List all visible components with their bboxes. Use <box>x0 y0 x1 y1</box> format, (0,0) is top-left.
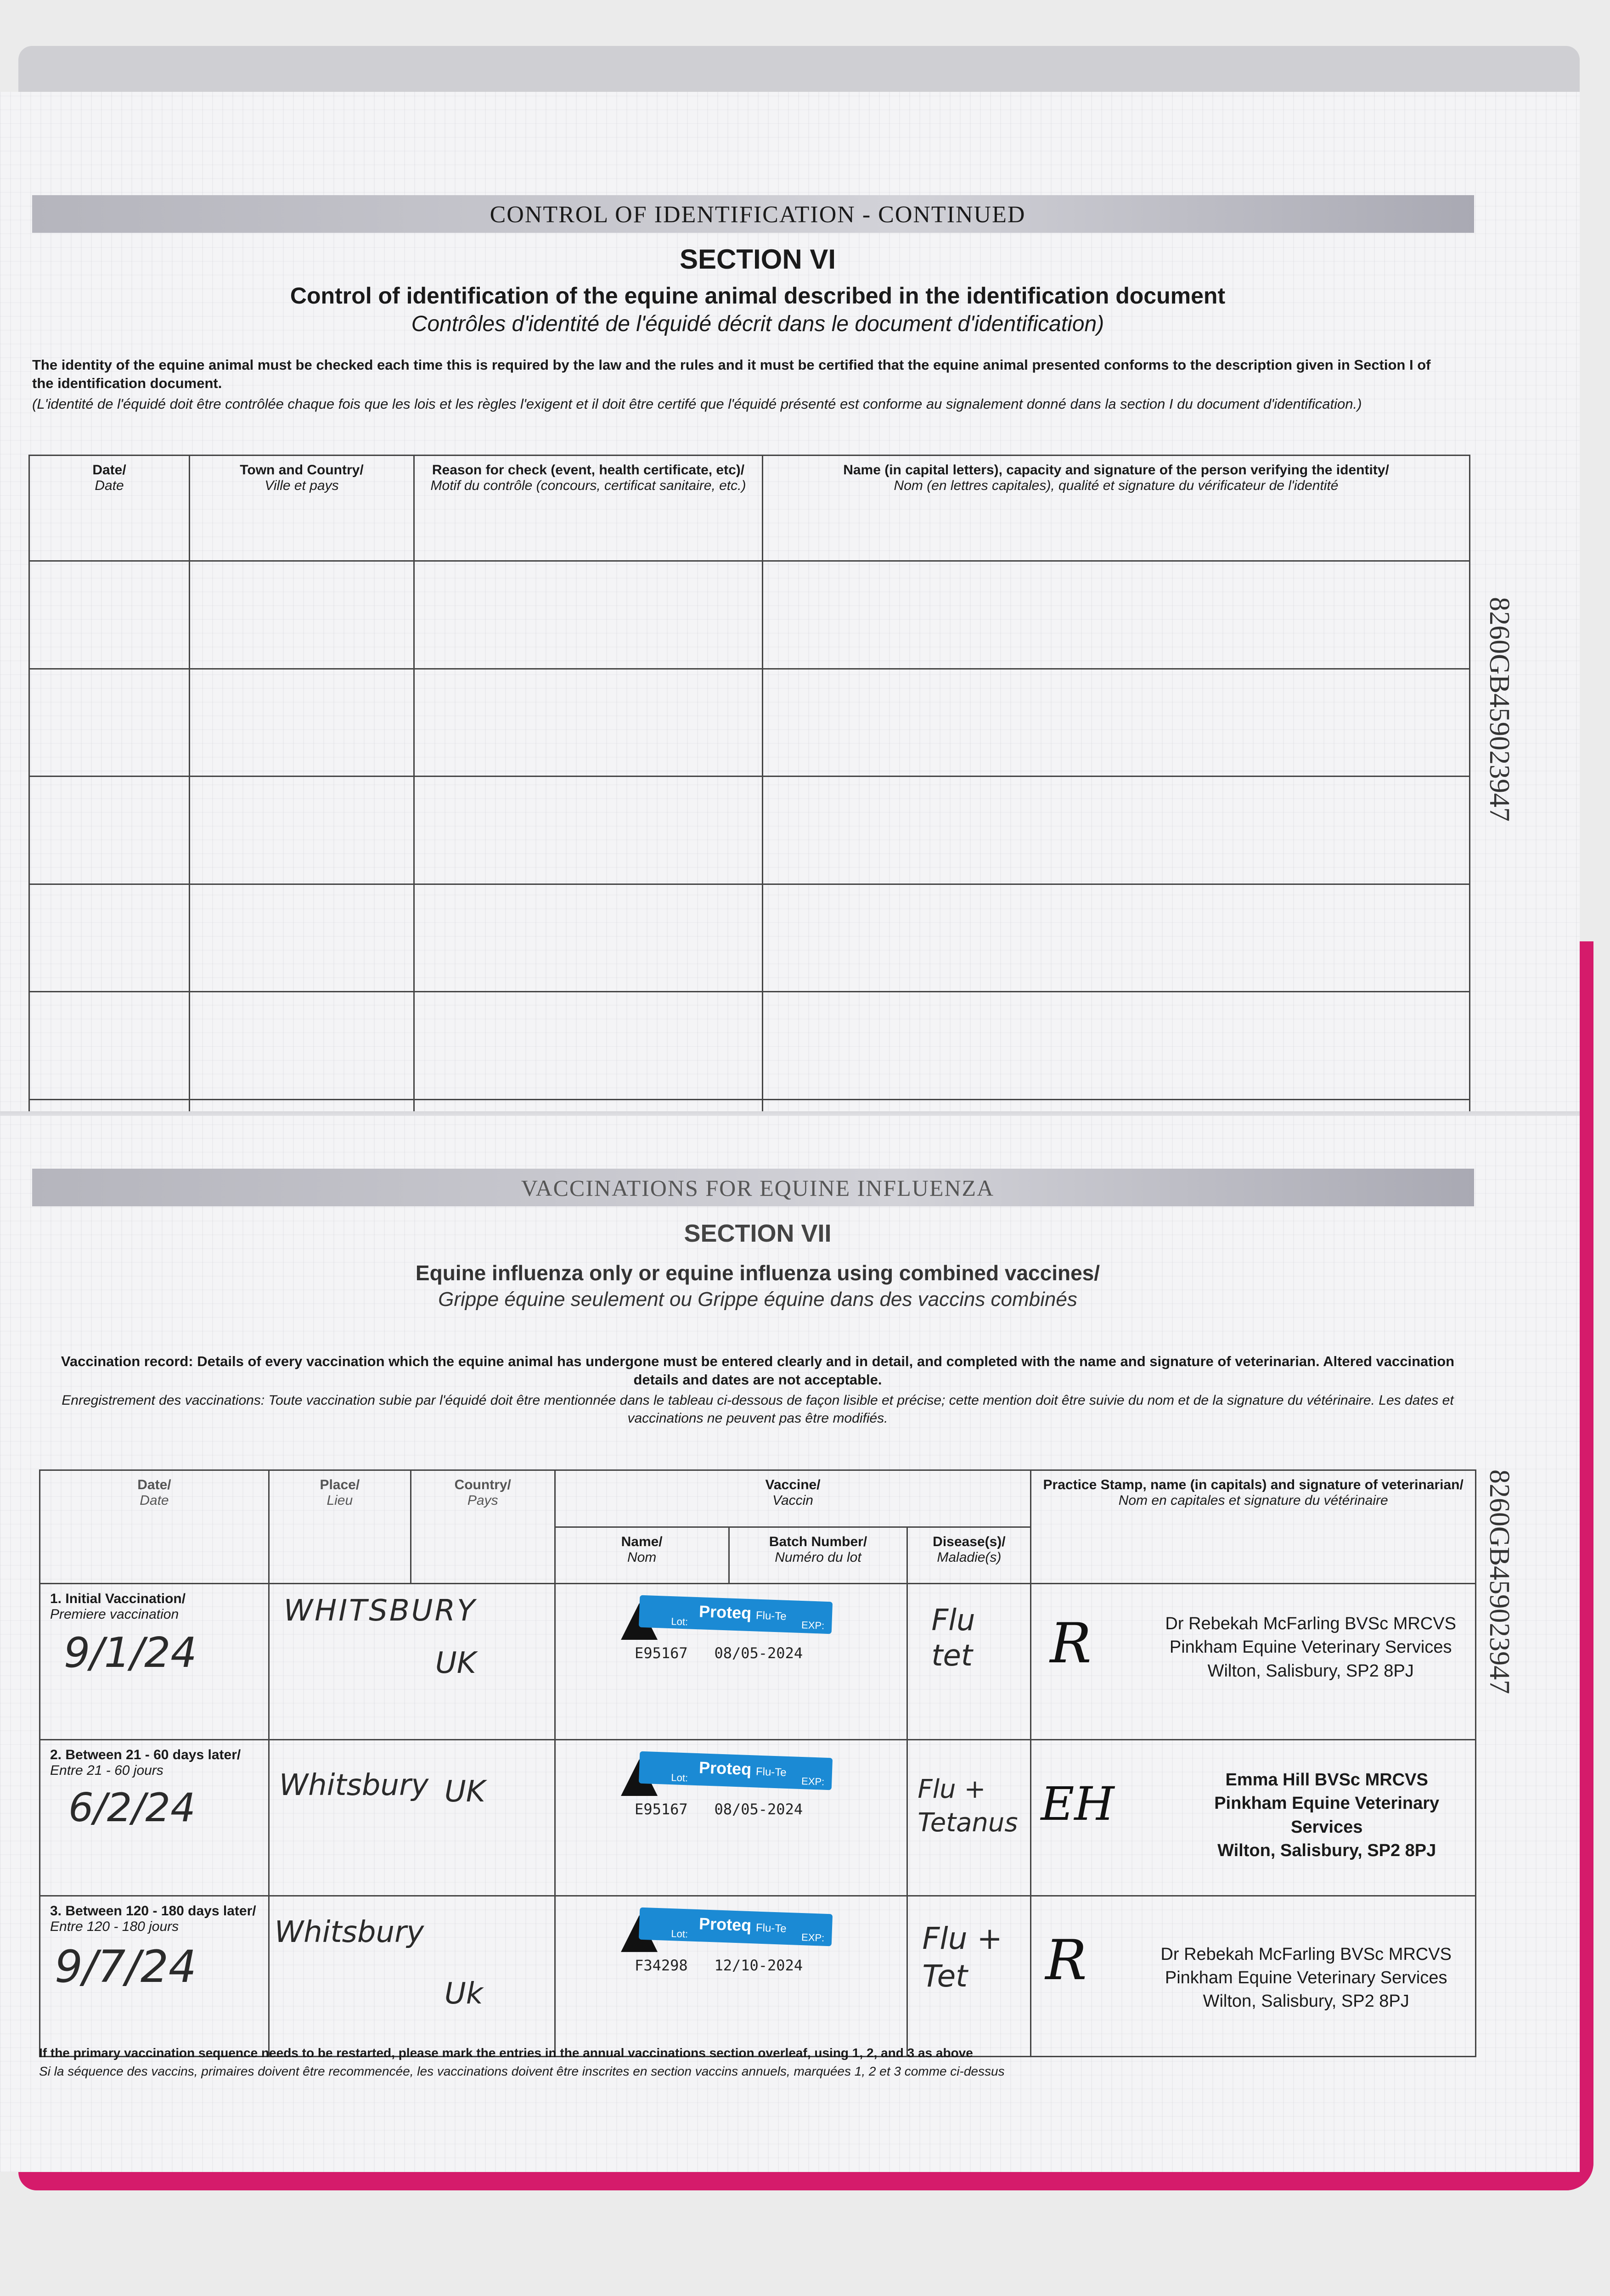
col-town-country: Town and Country/ Ville et pays <box>190 456 414 561</box>
row-label: 2. Between 21 - 60 days later/ Entre 21 - 60 jours <box>50 1747 241 1778</box>
section-vi-intro-fr: (L'identité de l'équidé doit être contrôlée chaque fois que les lois et les règles l'exigent et il doit être certifé que l'équidé présenté est conforme au signalement donné dans la section I du document d'identification.) <box>32 396 1362 412</box>
practice-stamp-cell[interactable] <box>1031 1584 1476 1740</box>
row-label: 3. Between 120 - 180 days later/ Entre 120 - 180 jours <box>50 1903 256 1934</box>
vacc-place: Whitsbury <box>274 1915 424 1949</box>
col-verifier: Name (in capital letters), capacity and signature of the person verifying the identity/ Nom (en lettres capitales), qualité et signature du vérificateur de l'identité <box>763 456 1470 561</box>
section-vii-band-title: VACCINATIONS FOR EQUINE INFLUENZA <box>521 1175 995 1201</box>
practice-stamp: Emma Hill BVSc MRCVS Pinkham Equine Veterinary Services Wilton, Salisbury, SP2 8PJ <box>1214 1770 1440 1860</box>
col-vaccine-group: Vaccine/ Vaccin <box>555 1470 1031 1527</box>
cell-reason[interactable] <box>414 669 763 777</box>
vaccination-row-2 <box>40 1740 1476 1896</box>
vacc-date: 9/7/24 <box>55 1941 197 1992</box>
cell-town[interactable] <box>190 561 414 669</box>
identity-check-table <box>28 455 1470 1208</box>
cell-reason[interactable] <box>414 561 763 669</box>
practice-stamp-cell[interactable] <box>1031 1740 1476 1896</box>
passport-number-top: 8260GB459023947 <box>1484 597 1515 822</box>
vacc-date-cell[interactable] <box>40 1896 269 2056</box>
vet-signature-2: EH <box>1041 1777 1115 1831</box>
col-date: Date/ Date <box>29 456 190 561</box>
practice-stamp: Dr Rebekah McFarling BVSc MRCVS Pinkham Equine Veterinary Services Wilton, Salisbury, SP2 8PJ <box>1160 1944 1452 2011</box>
section-vii-title-en: Equine influenza only or equine influenza using combined vaccines/ <box>415 1261 1100 1285</box>
vaccine-sticker: Proteq Flu-Te Lot: EXP: F34298 12/10-2024 <box>621 1911 841 1989</box>
vacc-disease-cell[interactable] <box>907 1896 1031 2056</box>
cell-verifier[interactable] <box>763 561 1470 669</box>
cell-date[interactable] <box>29 777 190 884</box>
cell-verifier[interactable] <box>763 992 1470 1100</box>
vet-signature-1: R <box>1050 1612 1092 1676</box>
vacc-country: UK <box>435 1646 476 1681</box>
section-vi-title-fr: Contrôles d'identité de l'équidé décrit dans le document d'identification) <box>411 312 1104 336</box>
col-reason: Reason for check (event, health certificate, etc)/ Motif du contrôle (concours, certificat sanitaire, etc.) <box>414 456 763 561</box>
practice-stamp: Dr Rebekah McFarling BVSc MRCVS Pinkham Equine Veterinary Services Wilton, Salisbury, SP2 8PJ <box>1165 1614 1456 1681</box>
col-practice-stamp: Practice Stamp, name (in capitals) and signature of veterinarian/ Nom en capitales et signature du vétérinaire <box>1031 1470 1476 1584</box>
cell-town[interactable] <box>190 884 414 992</box>
section-vi-title-en: Control of identification of the equine animal described in the identification document <box>290 283 1226 309</box>
section-vi-intro-en: The identity of the equine animal must be checked each time this is required by the law and the rules and it must be certified that the equine animal presented conforms to the description given in Section I of the identification document. <box>32 357 1431 392</box>
vaccination-table <box>39 1469 1476 2057</box>
vaccination-row-3 <box>40 1896 1476 2056</box>
lot-number: E95167 <box>635 1801 688 1818</box>
col-vacc-country: Country/ Pays <box>411 1470 555 1584</box>
vacc-date: 6/2/24 <box>68 1785 196 1831</box>
table-row <box>29 669 1470 777</box>
expiry-date: 08/05-2024 <box>714 1801 803 1818</box>
cell-verifier[interactable] <box>763 884 1470 992</box>
cell-town[interactable] <box>190 992 414 1100</box>
table-row <box>29 884 1470 992</box>
col-vaccine-name: Name/ Nom <box>555 1527 729 1584</box>
col-vacc-date: Date/ Date <box>40 1470 269 1584</box>
vaccine-sticker: Proteq Flu-Te Lot: EXP: E95167 08/05-2024 <box>621 1598 841 1677</box>
cell-town[interactable] <box>190 669 414 777</box>
section-vi-heading: SECTION VI <box>679 244 836 275</box>
vacc-date: 9/1/24 <box>64 1629 197 1677</box>
vacc-country: UK <box>444 1775 485 1809</box>
section-vii-intro-en: Vaccination record: Details of every vaccination which the equine animal has undergone must be entered clearly and in detail, and completed with the name and signature of veterinarian. Altered vaccination details and dates are not acceptable. <box>61 1353 1455 1388</box>
section-vii-intro-fr: Enregistrement des vaccinations: Toute vaccination subie par l'équidé doit être mentionnée dans le tableau ci-dessous de façon lisible et précise; cette mention doit être suivie du nom et de la signature du vétérinaire. Les dates et vaccinations ne peuvent pas être modifiés. <box>62 1393 1454 1426</box>
section-vi-page <box>0 92 1580 1116</box>
col-diseases: Disease(s)/ Maladie(s) <box>907 1527 1031 1584</box>
section-vii-title-fr: Grippe équine seulement ou Grippe équine dans des vaccins combinés <box>438 1288 1077 1311</box>
vacc-country: Uk <box>444 1976 483 2011</box>
cell-date[interactable] <box>29 669 190 777</box>
cell-reason[interactable] <box>414 884 763 992</box>
vaccination-header-row-1 <box>40 1470 1476 1527</box>
cell-date[interactable] <box>29 992 190 1100</box>
vet-signature-3: R <box>1045 1928 1087 1992</box>
cell-date[interactable] <box>29 561 190 669</box>
cell-reason[interactable] <box>414 777 763 884</box>
footnote-fr: Si la séquence des vaccins, primaires doivent être recommencée, les vaccinations doivent être inscrites en section vaccins annuels, marquées 1, 2 et 3 comme ci-dessus <box>39 2064 1005 2078</box>
expiry-date: 08/05-2024 <box>714 1644 803 1662</box>
cell-reason[interactable] <box>414 992 763 1100</box>
table-row <box>29 777 1470 884</box>
col-batch-number: Batch Number/ Numéro du lot <box>729 1527 907 1584</box>
row-label: 1. Initial Vaccination/ Premiere vaccination <box>50 1591 186 1622</box>
vaccine-sticker: Proteq Flu-Te Lot: EXP: E95167 08/05-2024 <box>621 1755 841 1833</box>
cell-verifier[interactable] <box>763 669 1470 777</box>
vacc-place-country-cell[interactable] <box>269 1584 555 1740</box>
vacc-place-country-cell[interactable] <box>269 1740 555 1896</box>
vacc-date-cell[interactable] <box>40 1584 269 1740</box>
vaccine-sticker-cell[interactable] <box>555 1740 907 1896</box>
footnote-en: If the primary vaccination sequence needs to be restarted, please mark the entries in the annual vaccinations section overleaf, using 1, 2, and 3 as above <box>39 2046 973 2060</box>
lot-number: E95167 <box>635 1644 688 1662</box>
lot-number: F34298 <box>635 1956 688 1974</box>
vaccine-sticker-cell[interactable] <box>555 1896 907 2056</box>
vacc-disease-cell[interactable] <box>907 1740 1031 1896</box>
vacc-disease: Flu + Tetanus <box>918 1774 1018 1838</box>
passport-number-bottom: 8260GB459023947 <box>1484 1469 1515 1694</box>
expiry-date: 12/10-2024 <box>714 1956 803 1974</box>
vacc-disease-cell[interactable] <box>907 1584 1031 1740</box>
identity-table-header <box>29 456 1470 561</box>
section-vii-heading: SECTION VII <box>684 1220 832 1247</box>
cell-verifier[interactable] <box>763 777 1470 884</box>
section-vii-page <box>0 1116 1580 2172</box>
section-vi-band-title: CONTROL OF IDENTIFICATION - CONTINUED <box>490 202 1026 228</box>
vacc-place: Whitsbury <box>279 1768 429 1802</box>
table-row <box>29 992 1470 1100</box>
vacc-disease: Flu + Tet <box>922 1920 1002 1994</box>
vacc-place-country-cell[interactable] <box>269 1896 555 2056</box>
cell-date[interactable] <box>29 884 190 992</box>
cell-town[interactable] <box>190 777 414 884</box>
practice-stamp-cell[interactable] <box>1031 1896 1476 2056</box>
vaccine-sticker-cell[interactable] <box>555 1584 907 1740</box>
vaccination-row-1 <box>40 1584 1476 1740</box>
vacc-disease: Flu tet <box>931 1604 975 1673</box>
vacc-place: WHITSBURY <box>283 1594 477 1628</box>
vacc-date-cell[interactable] <box>40 1740 269 1896</box>
col-vacc-place: Place/ Lieu <box>269 1470 411 1584</box>
table-row <box>29 561 1470 669</box>
